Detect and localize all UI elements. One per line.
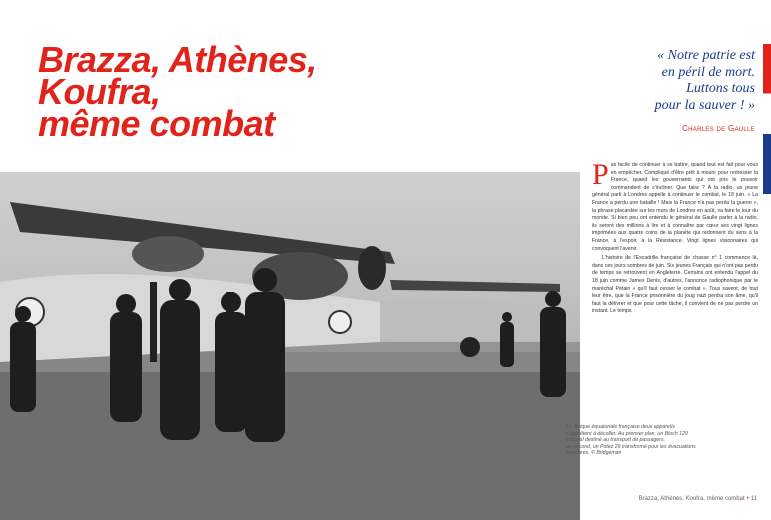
body-paragraph: L'histoire de l'Escadrille française de chasse n° 1 commence là, dans ces jours sombres de juin. Six jeunes Français qui n'ont pas perdu de temps se retrouvent en Angleterre. Certains ont entendu l'appel du 18 juin comme James Denis, d'autres, l'annonce radiophonique par le maréchal Pétain « qu'il faut cesser le combat ». Tous savent, de tout leur être, que la France prisonnière du joug nazi perdra son âme, qu'il faut la délivrer et que pour cette tâche, il convient de ne pas perdre un instant. Le temps — [592, 255, 758, 315]
airplanes-photo-illustration — [0, 172, 580, 520]
title-line: Koufra, — [38, 71, 161, 112]
photo-caption — [566, 424, 762, 457]
caption-line: En Afrique équatoriale française deux appareils — [566, 424, 675, 430]
caption-line: sanitaires. © Bridgeman — [566, 450, 622, 457]
running-title: Brazza, Athènes, Koufra, même combat — [638, 496, 745, 502]
ground — [0, 352, 580, 520]
caption-line: colonial destiné au transport de passagers, — [566, 437, 665, 444]
plane-propeller — [358, 246, 386, 290]
paragraph-text: as facile de continuer à se battre, quand tout est fait pour vous en empêcher. Compliqué d'être prêt à mourir pour redresser la France, quand les gouvernants qui ont pris le pouvoir commandent de s'incliner. Que faire ? À la radio, un jeune général parti à Londres appelle à continuer le combat, le 18 juin. « La France a perdu une bataille ! Mais la France n'a pas perdu la guerre », la phrase placardée sur les murs de Londres en août, va faire le tour du monde. Si bien peu ont entendu le général de Gaulle parler à la radio, ils seront des millions à lire et à connaître par cœur ses vingt lignes imprimées aux quatre coins de la planète qui redonnent du sens à la France, à l'espoir, à la Résistance. Vingt lignes visionnaires qui convoquent l'avenir. — [592, 162, 758, 252]
quote-line: en péril de mort. — [661, 64, 755, 80]
caption-line: au second, un Potez 29 transformé pour les évacuations — [566, 443, 696, 450]
quote-line: pour la sauver ! » — [654, 97, 755, 113]
plane-engine — [132, 236, 204, 272]
quote-line: Luttons tous — [686, 81, 755, 96]
quote-line: « Notre patrie est — [657, 48, 755, 63]
second-plane-fuselage — [380, 299, 560, 342]
second-plane-wheel — [460, 337, 480, 357]
article-title — [38, 39, 458, 144]
page-number: 11 — [750, 496, 757, 502]
landing-gear — [150, 282, 157, 362]
footer-separator: • — [746, 496, 749, 502]
de-gaulle-quote — [580, 48, 755, 114]
title-line: même combat — [38, 103, 275, 144]
second-plane-wing — [390, 280, 560, 292]
body-paragraph — [592, 158, 758, 253]
page-footer — [639, 496, 757, 502]
drop-cap: P — [592, 158, 609, 191]
airplanes-photo — [0, 172, 580, 520]
article-body — [592, 158, 758, 316]
caption-line: s'apprêtent à décoller. Au premier plan, un Bloch 120 — [566, 430, 688, 437]
cross-of-lorraine-insignia — [329, 311, 351, 333]
title-line: Brazza, Athènes, — [38, 39, 317, 80]
french-flag-strip — [763, 44, 771, 194]
quote-author: Charles de Gaulle — [682, 124, 755, 133]
